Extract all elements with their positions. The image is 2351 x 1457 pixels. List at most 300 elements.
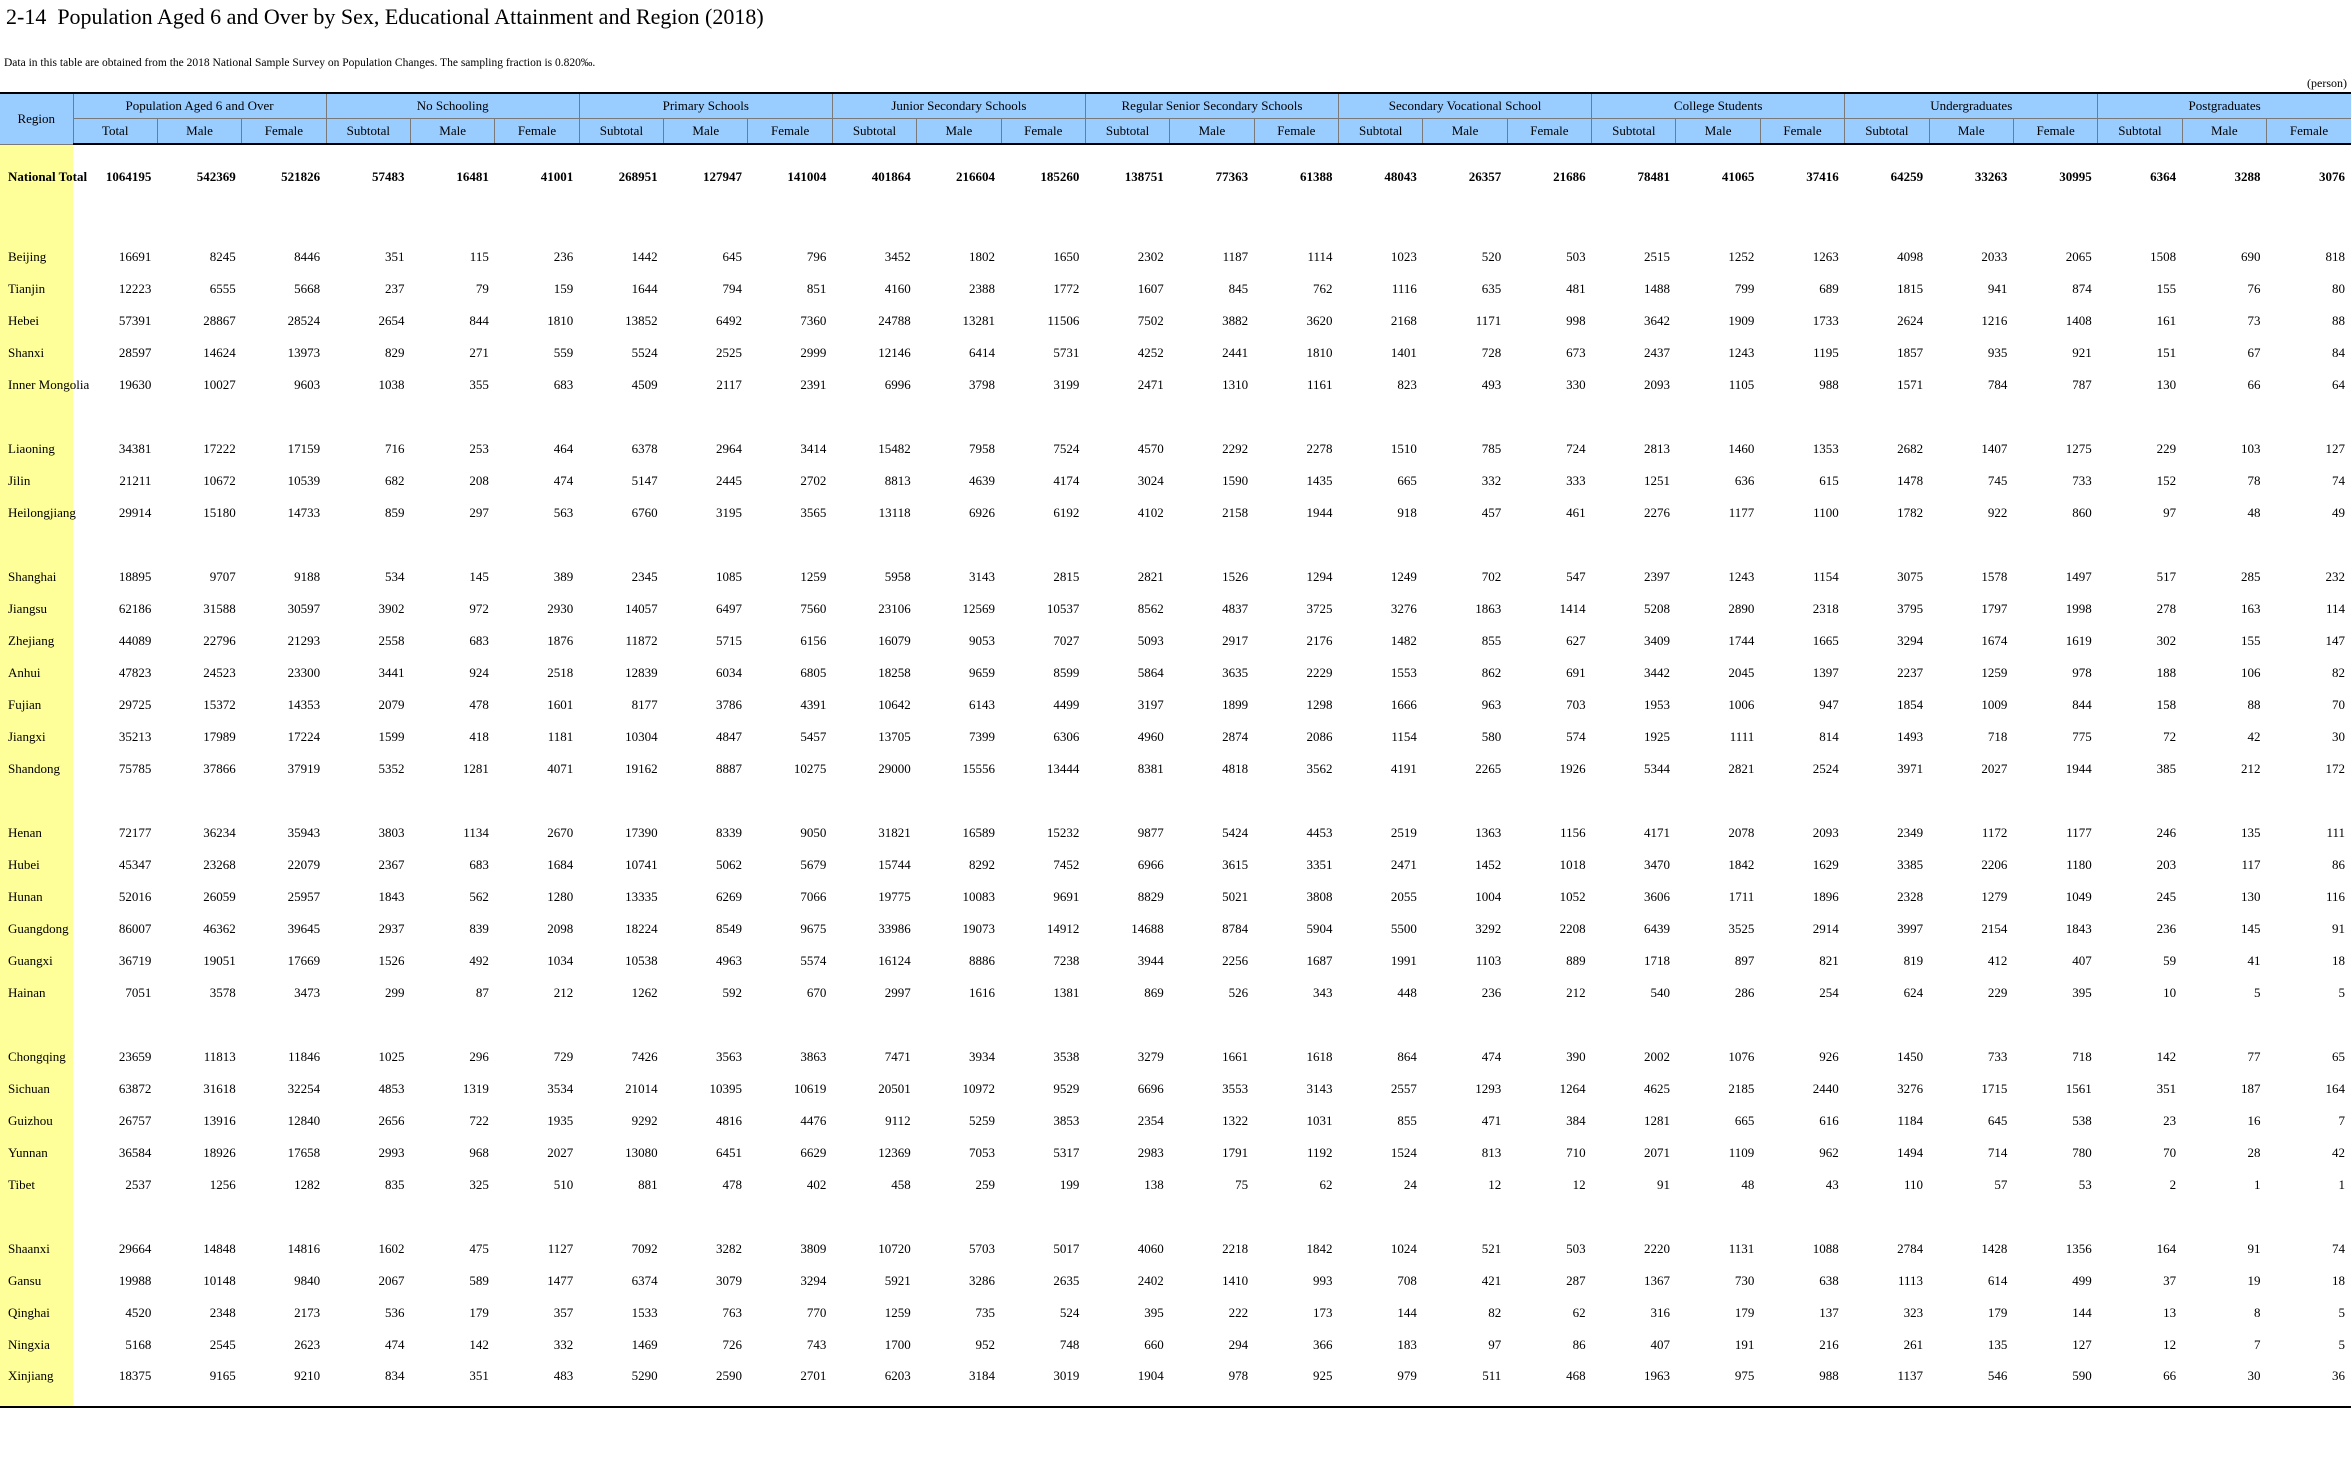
value-cell: 3565 (800, 505, 827, 520)
value-cell: 2079 (378, 697, 405, 712)
empty-cell (2267, 401, 2351, 433)
value-cell: 818 (2325, 249, 2345, 264)
value-cell: 236 (1481, 985, 1502, 1000)
value-cell: 2302 (1137, 249, 1164, 264)
empty-cell (1676, 1201, 1760, 1233)
empty-cell (410, 529, 494, 561)
value-cell: 1281 (462, 761, 489, 776)
value-cell: 2518 (547, 665, 574, 680)
empty-cell (1760, 1201, 1844, 1233)
sub-header: Male (1676, 119, 1760, 145)
value-cell: 14816 (287, 1241, 321, 1256)
value-cell: 1666 (1390, 697, 1417, 712)
empty-cell (1507, 209, 1591, 241)
value-cell: 5424 (1222, 825, 1249, 840)
value-cell: 49 (2332, 505, 2345, 520)
value-cell: 1171 (1475, 313, 1502, 328)
value-cell: 1052 (1559, 889, 1586, 904)
value-cell: 142 (2156, 1049, 2177, 1064)
value-cell: 821 (1819, 953, 1839, 968)
group-header: Regular Senior Secondary Schools (1085, 93, 1338, 119)
table-row (0, 1297, 2351, 1329)
value-cell: 1435 (1306, 473, 1333, 488)
value-cell: 1322 (1222, 1113, 1249, 1128)
value-cell: 1293 (1475, 1081, 1502, 1096)
spacer-row (0, 1201, 2351, 1233)
value-cell: 19 (2247, 1273, 2261, 1288)
empty-cell (1592, 1009, 1676, 1041)
value-cell: 2237 (1897, 665, 1924, 680)
sub-header: Subtotal (1845, 119, 1929, 145)
value-cell: 77363 (1215, 169, 1249, 184)
value-cell: 5147 (631, 473, 658, 488)
value-cell: 636 (1734, 473, 1755, 488)
empty-cell (1001, 401, 1085, 433)
value-cell: 147 (2325, 633, 2345, 648)
value-cell: 43 (1825, 1177, 1839, 1192)
value-cell: 1127 (547, 1241, 574, 1256)
value-cell: 3075 (1897, 569, 1924, 584)
value-cell: 448 (1397, 985, 1417, 1000)
value-cell: 874 (2072, 281, 2092, 296)
value-cell: 3853 (1053, 1113, 1080, 1128)
value-cell: 2229 (1306, 665, 1333, 680)
value-cell: 988 (1819, 377, 1839, 392)
empty-cell (410, 785, 494, 817)
value-cell: 1024 (1390, 1241, 1417, 1256)
value-cell: 152 (2156, 473, 2177, 488)
sub-header: Male (664, 119, 748, 145)
value-cell: 5021 (1222, 889, 1249, 904)
empty-cell (917, 401, 1001, 433)
value-cell: 2027 (1981, 761, 2008, 776)
value-cell: 1319 (462, 1081, 489, 1096)
value-cell: 6414 (969, 345, 996, 360)
value-cell: 1279 (1981, 889, 2008, 904)
value-cell: 332 (553, 1337, 574, 1352)
value-cell: 62 (1572, 1305, 1586, 1320)
value-cell: 35213 (118, 729, 152, 744)
value-cell: 10304 (625, 729, 658, 744)
empty-cell (579, 1201, 663, 1233)
region-cell: Chongqing (0, 1041, 73, 1073)
value-cell: 1407 (1981, 441, 2008, 456)
value-cell: 918 (1397, 505, 1417, 520)
value-cell: 17224 (287, 729, 321, 744)
value-cell: 716 (384, 441, 405, 456)
value-cell: 253 (469, 441, 489, 456)
empty-cell (1339, 529, 1423, 561)
value-cell: 127947 (702, 169, 742, 184)
value-cell: 13281 (962, 313, 996, 328)
empty-cell (1929, 401, 2013, 433)
value-cell: 9165 (157, 1361, 241, 1407)
value-cell: 7399 (969, 729, 996, 744)
empty-cell (748, 529, 832, 561)
value-cell: 1294 (1306, 569, 1333, 584)
value-cell: 12 (1572, 1177, 1586, 1192)
value-cell: 2067 (378, 1273, 405, 1288)
value-cell: 2045 (1728, 665, 1755, 680)
value-cell: 6192 (1053, 505, 1080, 520)
empty-cell (73, 785, 157, 817)
value-cell: 1684 (547, 857, 574, 872)
value-cell: 8813 (884, 473, 911, 488)
table-row (0, 369, 2351, 401)
value-cell: 1953 (1643, 697, 1670, 712)
value-cell: 458 (891, 1177, 911, 1192)
sub-header: Subtotal (2098, 119, 2182, 145)
empty-cell (73, 529, 157, 561)
group-header-row (0, 93, 2351, 119)
table-body (0, 144, 2351, 1407)
value-cell: 91 (2332, 921, 2345, 936)
value-cell: 23268 (203, 857, 236, 872)
value-cell: 1460 (1728, 441, 1755, 456)
sub-header: Female (2013, 119, 2097, 145)
empty-cell (1507, 1201, 1591, 1233)
value-cell: 2937 (378, 921, 405, 936)
value-cell: 13973 (287, 345, 321, 360)
value-cell: 3725 (1306, 601, 1333, 616)
empty-cell (832, 401, 916, 433)
value-cell: 2348 (209, 1305, 236, 1320)
table-row (0, 561, 2351, 593)
value-cell: 1876 (547, 633, 574, 648)
value-cell: 6156 (800, 633, 827, 648)
value-cell: 8599 (1053, 665, 1080, 680)
value-cell: 9188 (294, 569, 321, 584)
group-header: College Students (1592, 93, 1845, 119)
value-cell: 1590 (1222, 473, 1249, 488)
value-cell: 10275 (793, 761, 827, 776)
value-cell: 246 (2156, 825, 2177, 840)
value-cell: 2278 (1306, 441, 1333, 456)
value-cell: 7 (2338, 1113, 2345, 1128)
value-cell: 7 (2254, 1337, 2261, 1352)
value-cell: 18258 (878, 665, 911, 680)
value-cell: 63872 (118, 1081, 152, 1096)
value-cell: 683 (553, 377, 574, 392)
value-cell: 1991 (1390, 953, 1417, 968)
value-cell: 2078 (1728, 825, 1755, 840)
table-row (0, 721, 2351, 753)
empty-cell (1085, 401, 1169, 433)
value-cell: 1131 (1728, 1241, 1755, 1256)
value-cell: 6555 (209, 281, 236, 296)
value-cell: 730 (1734, 1273, 1755, 1288)
value-cell: 3199 (1053, 377, 1080, 392)
value-cell: 343 (1313, 985, 1333, 1000)
value-cell: 21686 (1553, 169, 1586, 184)
value-cell: 1195 (1813, 345, 1839, 360)
value-cell: 1298 (1306, 697, 1333, 712)
value-cell: 29914 (118, 505, 152, 520)
value-cell: 24 (1403, 1177, 1417, 1192)
value-cell: 23659 (118, 1049, 152, 1064)
value-cell: 1156 (1560, 825, 1586, 840)
value-cell: 3563 (715, 1049, 742, 1064)
value-cell: 1665 (1812, 633, 1839, 648)
value-cell: 2185 (1728, 1081, 1755, 1096)
empty-cell (73, 209, 157, 241)
region-cell: National Total (0, 144, 73, 209)
value-cell: 19775 (878, 889, 911, 904)
value-cell: 963 (1481, 697, 1502, 712)
value-cell: 7027 (1053, 633, 1080, 648)
value-cell: 6374 (631, 1273, 658, 1288)
value-cell: 2701 (748, 1361, 832, 1407)
value-cell: 2445 (715, 473, 742, 488)
value-cell: 1134 (463, 825, 489, 840)
empty-cell (1929, 209, 2013, 241)
value-cell: 1187 (1222, 249, 1249, 264)
sub-header: Male (2182, 119, 2266, 145)
value-cell: 17669 (287, 953, 321, 968)
value-cell: 45347 (118, 857, 152, 872)
value-cell: 559 (553, 345, 574, 360)
region-cell: Jilin (0, 465, 73, 497)
table-row (0, 1073, 2351, 1105)
value-cell: 3184 (917, 1361, 1001, 1407)
value-cell: 67 (2247, 345, 2261, 360)
value-cell: 15744 (878, 857, 911, 872)
value-cell: 5017 (1053, 1241, 1080, 1256)
spacer-row (0, 529, 2351, 561)
value-cell: 39645 (287, 921, 321, 936)
group-header: Secondary Vocational School (1339, 93, 1592, 119)
value-cell: 12369 (878, 1145, 911, 1160)
value-cell: 7051 (125, 985, 152, 1000)
value-cell: 23 (2163, 1113, 2177, 1128)
value-cell: 97 (1488, 1337, 1502, 1352)
empty-cell (1676, 785, 1760, 817)
empty-cell (2013, 529, 2097, 561)
value-cell: 2002 (1643, 1049, 1670, 1064)
value-cell: 10395 (709, 1081, 742, 1096)
value-cell: 1088 (1812, 1241, 1839, 1256)
value-cell: 511 (1423, 1361, 1507, 1407)
value-cell: 9112 (885, 1113, 911, 1128)
value-cell: 6996 (884, 377, 911, 392)
value-cell: 254 (1819, 985, 1839, 1000)
value-cell: 3562 (1306, 761, 1333, 776)
value-cell: 520 (1481, 249, 1502, 264)
value-cell: 2815 (1053, 569, 1080, 584)
empty-cell (1845, 1201, 1929, 1233)
value-cell: 7452 (1053, 857, 1080, 872)
value-cell: 37416 (1806, 169, 1839, 184)
value-cell: 1469 (631, 1337, 658, 1352)
value-cell: 8 (2254, 1305, 2261, 1320)
value-cell: 1256 (209, 1177, 236, 1192)
value-cell: 1154 (1813, 569, 1839, 584)
value-cell: 1264 (1559, 1081, 1586, 1096)
region-cell: Guangdong (0, 913, 73, 945)
empty-cell (579, 785, 663, 817)
value-cell: 6203 (832, 1361, 916, 1407)
value-cell: 130 (2156, 377, 2177, 392)
value-cell: 3276 (1897, 1081, 1924, 1096)
region-cell: Shanxi (0, 337, 73, 369)
region-cell: Heilongjiang (0, 497, 73, 529)
value-cell: 2914 (1812, 921, 1839, 936)
value-cell: 839 (469, 921, 489, 936)
empty-cell (664, 785, 748, 817)
value-cell: 1401 (1390, 345, 1417, 360)
value-cell: 3385 (1897, 857, 1924, 872)
value-cell: 517 (2156, 569, 2177, 584)
value-cell: 34381 (118, 441, 152, 456)
value-cell: 4818 (1222, 761, 1249, 776)
value-cell: 2086 (1306, 729, 1333, 744)
value-cell: 1619 (2065, 633, 2092, 648)
value-cell: 188 (2156, 665, 2177, 680)
value-cell: 1397 (1812, 665, 1839, 680)
value-cell: 2471 (1137, 377, 1164, 392)
region-cell: Hainan (0, 977, 73, 1009)
value-cell: 947 (1819, 697, 1839, 712)
value-cell: 61388 (1300, 169, 1333, 184)
value-cell: 3197 (1137, 697, 1164, 712)
value-cell: 5290 (579, 1361, 663, 1407)
value-cell: 1105 (1728, 377, 1755, 392)
value-cell: 864 (1397, 1049, 1417, 1064)
value-cell: 11506 (1047, 313, 1080, 328)
value-cell: 5093 (1137, 633, 1164, 648)
value-cell: 1414 (1559, 601, 1586, 616)
empty-cell (242, 1201, 326, 1233)
value-cell: 10537 (1046, 601, 1080, 616)
value-cell: 2964 (715, 441, 742, 456)
value-cell: 10642 (878, 697, 911, 712)
value-cell: 1031 (1306, 1113, 1333, 1128)
value-cell: 16 (2247, 1113, 2261, 1128)
value-cell: 3902 (378, 601, 405, 616)
value-cell: 1571 (1897, 377, 1924, 392)
sub-header: Subtotal (579, 119, 663, 145)
value-cell: 212 (1566, 985, 1586, 1000)
value-cell: 814 (1819, 729, 1839, 744)
value-cell: 19630 (118, 377, 152, 392)
value-cell: 714 (1987, 1145, 2008, 1160)
value-cell: 5904 (1306, 921, 1333, 936)
value-cell: 3798 (969, 377, 996, 392)
value-cell: 589 (469, 1273, 489, 1288)
value-cell: 542369 (196, 169, 236, 184)
empty-cell (1423, 209, 1507, 241)
value-cell: 3195 (715, 505, 742, 520)
value-cell: 12 (1488, 1177, 1502, 1192)
value-cell: 461 (1566, 505, 1586, 520)
value-cell: 8381 (1137, 761, 1164, 776)
value-cell: 5668 (294, 281, 321, 296)
value-cell: 988 (1760, 1361, 1844, 1407)
value-cell: 2670 (547, 825, 574, 840)
value-cell: 28 (2247, 1145, 2261, 1160)
value-cell: 64 (2332, 377, 2345, 392)
value-cell: 117 (2241, 857, 2261, 872)
value-cell: 13118 (878, 505, 911, 520)
value-cell: 1772 (1053, 281, 1080, 296)
value-cell: 1154 (1391, 729, 1417, 744)
empty-cell (157, 1009, 241, 1041)
value-cell: 232 (2325, 569, 2345, 584)
value-cell: 3944 (1137, 953, 1164, 968)
value-cell: 2654 (378, 313, 405, 328)
sub-header: Female (1507, 119, 1591, 145)
value-cell: 62 (1319, 1177, 1333, 1192)
value-cell: 1243 (1728, 569, 1755, 584)
value-cell: 728 (1481, 345, 1502, 360)
value-cell: 1023 (1390, 249, 1417, 264)
value-cell: 76 (2247, 281, 2261, 296)
empty-cell (917, 785, 1001, 817)
value-cell: 16124 (878, 953, 911, 968)
value-cell: 503 (1566, 1241, 1586, 1256)
value-cell: 17222 (203, 441, 236, 456)
value-cell: 745 (1987, 473, 2008, 488)
value-cell: 972 (469, 601, 489, 616)
value-cell: 323 (1903, 1305, 1924, 1320)
value-cell: 19073 (962, 921, 996, 936)
value-cell: 2999 (800, 345, 827, 360)
sub-header: Male (1170, 119, 1254, 145)
sub-header: Female (1760, 119, 1844, 145)
value-cell: 5 (2338, 985, 2345, 1000)
table-row (0, 881, 2351, 913)
empty-cell (1423, 785, 1507, 817)
value-cell: 5259 (969, 1113, 996, 1128)
value-cell: 1526 (1222, 569, 1249, 584)
empty-cell (157, 785, 241, 817)
value-cell: 16691 (118, 249, 152, 264)
value-cell: 718 (2072, 1049, 2092, 1064)
value-cell: 729 (553, 1049, 574, 1064)
value-cell: 1843 (378, 889, 405, 904)
value-cell: 1896 (1812, 889, 1839, 904)
value-cell: 91 (2247, 1241, 2261, 1256)
group-header: Junior Secondary Schools (832, 93, 1085, 119)
value-cell: 562 (469, 889, 489, 904)
value-cell: 15232 (1046, 825, 1080, 840)
empty-cell (2098, 401, 2182, 433)
sub-header: Subtotal (832, 119, 916, 145)
value-cell: 1275 (2065, 441, 2092, 456)
empty-cell (1845, 401, 1929, 433)
value-cell: 2 (2169, 1177, 2177, 1192)
empty-cell (1760, 401, 1844, 433)
value-cell: 2813 (1643, 441, 1670, 456)
value-cell: 2098 (547, 921, 574, 936)
value-cell: 151 (2156, 345, 2177, 360)
value-cell: 1629 (1812, 857, 1839, 872)
value-cell: 1508 (2150, 249, 2177, 264)
sub-header: Subtotal (1085, 119, 1169, 145)
value-cell: 164 (2325, 1081, 2345, 1096)
value-cell: 26757 (118, 1113, 152, 1128)
value-cell: 1782 (1897, 505, 1924, 520)
value-cell: 1843 (2065, 921, 2092, 936)
value-cell: 8829 (1137, 889, 1164, 904)
value-cell: 638 (1819, 1273, 1839, 1288)
value-cell: 855 (1397, 1113, 1417, 1128)
value-cell: 2388 (969, 281, 996, 296)
value-cell: 1184 (1897, 1113, 1924, 1128)
value-cell: 155 (2241, 633, 2261, 648)
value-cell: 1599 (378, 729, 405, 744)
value-cell: 216604 (956, 169, 996, 184)
